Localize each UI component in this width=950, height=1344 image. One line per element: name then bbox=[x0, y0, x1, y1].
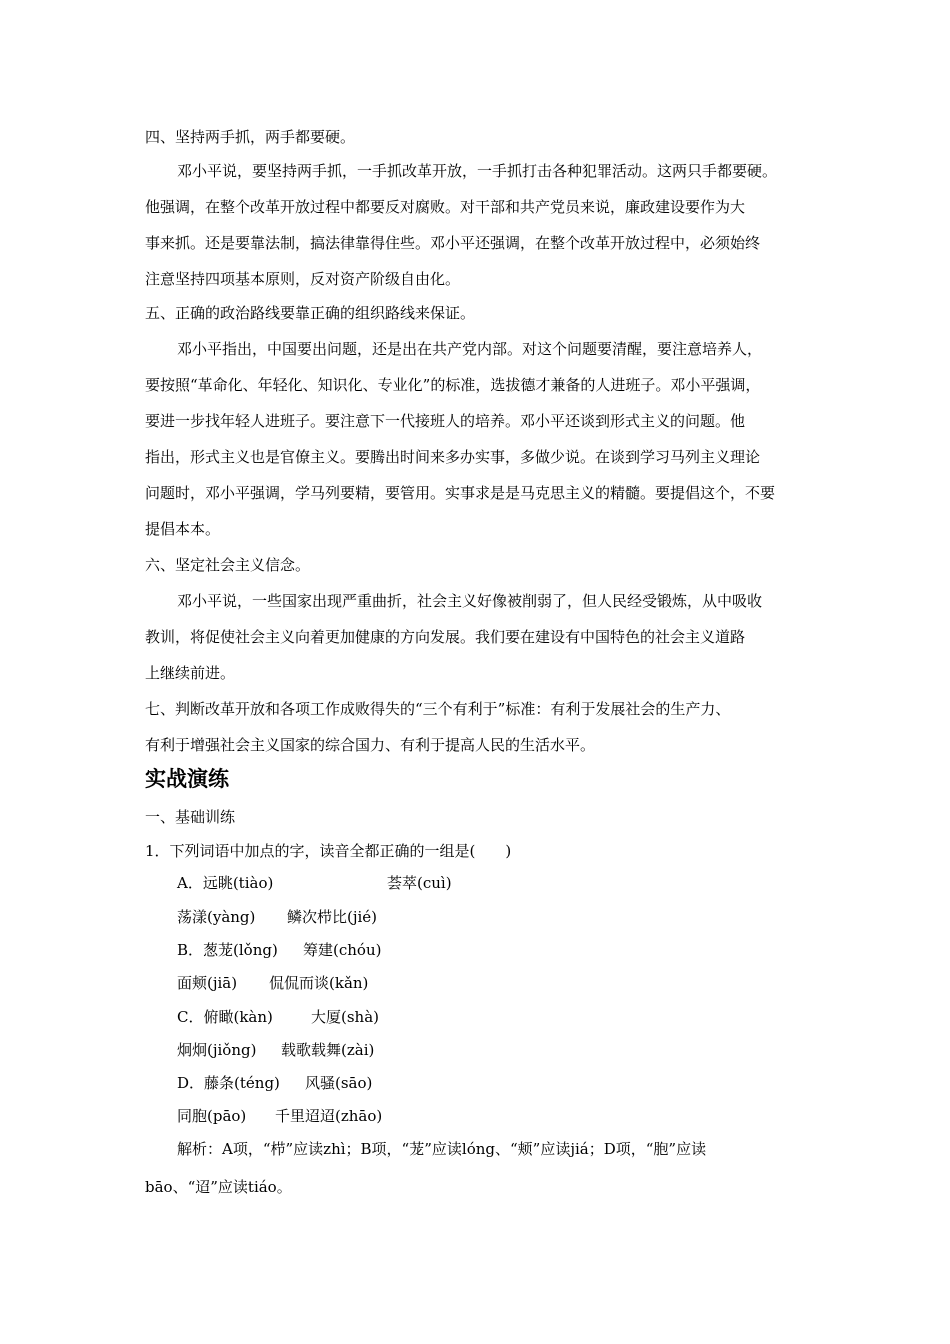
section-heading: 四、坚持两手抓，两手都要硬。 bbox=[145, 128, 356, 146]
option-row bbox=[177, 1072, 372, 1094]
option-item: 炯炯(jiǒng) bbox=[177, 1041, 257, 1059]
option-item: A．远眺(tiào) bbox=[177, 874, 274, 892]
option-row bbox=[177, 972, 368, 994]
question-stem: 1．下列词语中加点的字，读音全都正确的一组是( ) bbox=[145, 842, 512, 860]
option-item: 筹建(chóu) bbox=[303, 941, 382, 959]
paragraph-line: 有利于增强社会主义国家的综合国力、有利于提高人民的生活水平。 bbox=[145, 736, 596, 754]
option-item: 荟萃(cuì) bbox=[387, 874, 452, 892]
option-item: 荡漾(yàng) bbox=[177, 908, 256, 926]
paragraph-line: 邓小平说，要坚持两手抓，一手抓改革开放，一手抓打击各种犯罪活动。这两只手都要硬。 bbox=[177, 162, 778, 180]
paragraph-line: 提倡本本。 bbox=[145, 520, 221, 538]
option-item: 鳞次栉比(jié) bbox=[287, 908, 378, 926]
paragraph-line: 上继续前进。 bbox=[145, 664, 236, 682]
paragraph-line: 问题时，邓小平强调，学马列要精，要管用。实事求是是马克思主义的精髓。要提倡这个，不要 bbox=[145, 484, 776, 502]
option-item: D．藤条(téng) bbox=[177, 1074, 280, 1092]
option-item: 风骚(sāo) bbox=[305, 1074, 373, 1092]
option-row bbox=[177, 906, 377, 928]
paragraph-line: 邓小平指出，中国要出问题，还是出在共产党内部。对这个问题要清醒，要注意培养人， bbox=[177, 340, 763, 358]
option-row bbox=[177, 939, 381, 961]
section-heading: 五、正确的政治路线要靠正确的组织路线来保证。 bbox=[145, 304, 476, 322]
option-item: C．俯瞰(kàn) bbox=[177, 1008, 273, 1026]
paragraph-line: 要按照“革命化、年轻化、知识化、专业化”的标准，选拔德才兼备的人进班子。邓小平强调， bbox=[145, 376, 761, 394]
option-item: 大厦(shà) bbox=[311, 1008, 380, 1026]
option-item: B．葱茏(lǒng) bbox=[177, 941, 278, 959]
analysis-line: bāo、“迢”应读tiáo。 bbox=[145, 1178, 292, 1196]
option-item: 同胞(pāo) bbox=[177, 1107, 247, 1125]
paragraph-line: 要进一步找年轻人进班子。要注意下一代接班人的培养。邓小平还谈到形式主义的问题。他 bbox=[145, 412, 746, 430]
option-item: 面颊(jiā) bbox=[177, 974, 238, 992]
paragraph-line: 他强调，在整个改革开放过程中都要反对腐败。对干部和共产党员来说，廉政建设要作为大 bbox=[145, 198, 746, 216]
section-heading: 七、判断改革开放和各项工作成败得失的“三个有利于”标准：有利于发展社会的生产力、 bbox=[145, 700, 731, 718]
analysis-line: 解析：A项，“栉”应读zhì；B项，“茏”应读lóng、“颊”应读jiá；D项，“胞”应读 bbox=[177, 1140, 707, 1158]
practice-title: 实战演练 bbox=[145, 767, 229, 791]
option-row bbox=[177, 1105, 382, 1127]
option-item: 载歌载舞(zài) bbox=[281, 1041, 375, 1059]
paragraph-line: 事来抓。还是要靠法制，搞法律靠得住些。邓小平还强调，在整个改革开放过程中，必须始终 bbox=[145, 234, 761, 252]
practice-subheading: 一、基础训练 bbox=[145, 808, 236, 826]
option-row bbox=[177, 1039, 374, 1061]
paragraph-line: 邓小平说，一些国家出现严重曲折，社会主义好像被削弱了，但人民经受锻炼，从中吸收 bbox=[177, 592, 763, 610]
paragraph-line: 注意坚持四项基本原则，反对资产阶级自由化。 bbox=[145, 270, 461, 288]
section-heading: 六、坚定社会主义信念。 bbox=[145, 556, 311, 574]
option-item: 侃侃而谈(kǎn) bbox=[269, 974, 369, 992]
option-row bbox=[177, 1006, 379, 1028]
option-row bbox=[177, 872, 452, 894]
option-item: 千里迢迢(zhāo) bbox=[275, 1107, 383, 1125]
paragraph-line: 指出，形式主义也是官僚主义。要腾出时间来多办实事，多做少说。在谈到学习马列主义理论 bbox=[145, 448, 761, 466]
paragraph-line: 教训，将促使社会主义向着更加健康的方向发展。我们要在建设有中国特色的社会主义道路 bbox=[145, 628, 746, 646]
